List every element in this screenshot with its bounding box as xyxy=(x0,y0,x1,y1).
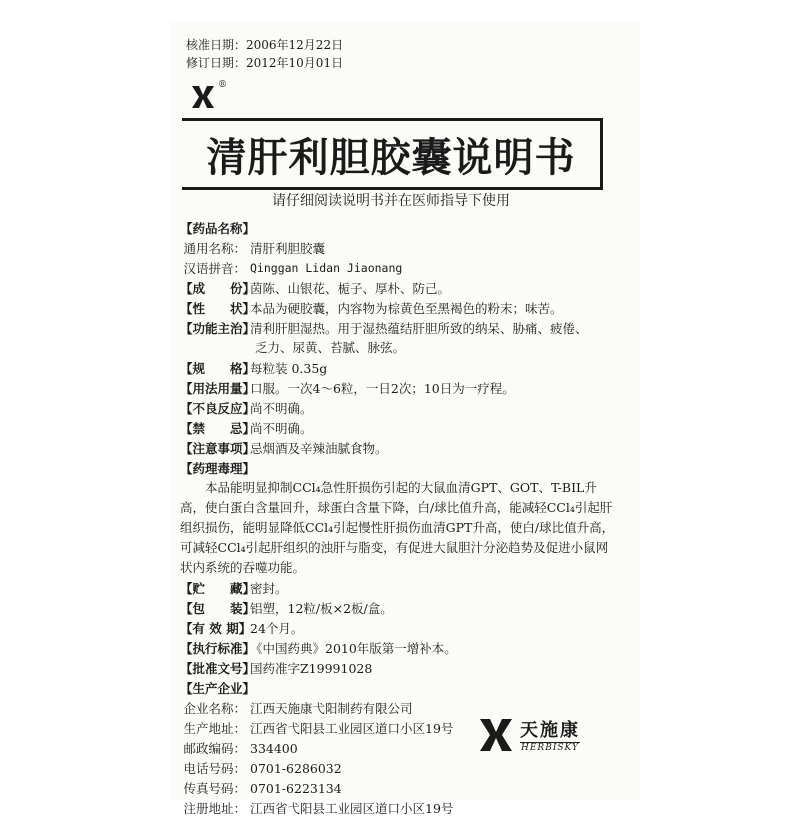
function-label: 【功能主治】 xyxy=(180,321,256,336)
approval-value: 国药准字Z19991028 xyxy=(250,661,373,676)
footer-brand xyxy=(478,716,580,753)
pharm-text: 本品能明显抑制CCl₄急性肝损伤引起的大鼠血清GPT、GOT、T-BIL升高，使白蛋白含量回升，球蛋白含量下降，白/球比值升高，能减轻CCl₄引起肝组织损伤，能明显降低CCl₄引起慢性肝损伤血清GPT升高，使白/球比值升高，可减轻CCl₄引起肝组织的浊肝与脂变，有促进大鼠胆汁分泌趋势及促进小鼠网状内系统的吞噬功能。 xyxy=(180,480,615,575)
pinyin-label: 汉语拼音： xyxy=(183,261,246,276)
company-name-value: 江西天施康弋阳制药有限公司 xyxy=(250,701,413,716)
notes-label: 【注意事项】 xyxy=(180,441,256,456)
package-value: 铝塑，12粒/板×2板/盒。 xyxy=(250,601,393,616)
ingredients-label: 【成 份】 xyxy=(180,281,256,296)
fax-value: 0701-6223134 xyxy=(250,780,342,796)
adverse-value: 尚不明确。 xyxy=(250,401,313,416)
drug-name-header: 【药品名称】 xyxy=(180,221,256,236)
generic-label: 通用名称： xyxy=(183,241,246,256)
pharm-label: 【药理毒理】 xyxy=(180,461,256,476)
subtitle: 请仔细阅读说明书并在医师指导下使用 xyxy=(272,193,510,209)
phone-label: 电话号码： xyxy=(183,761,246,776)
brand-name-cn: 天施康 xyxy=(520,720,580,741)
fax-label: 传真号码： xyxy=(183,781,246,796)
pinyin-value: Qinggan Lidan Jiaonang xyxy=(250,261,403,275)
notes-value: 忌烟酒及辛辣油腻食物。 xyxy=(250,441,388,456)
brand-mark-icon xyxy=(478,717,514,753)
dates-block xyxy=(186,36,343,72)
ingredients-value: 茵陈、山银花、栀子、厚朴、防己。 xyxy=(250,281,451,296)
production-address-label: 生产地址： xyxy=(183,721,246,736)
registered-address-label: 注册地址： xyxy=(183,801,246,816)
spec-value: 每粒装 0.35g xyxy=(250,361,328,376)
registered-mark: ® xyxy=(218,80,227,90)
taboo-value: 尚不明确。 xyxy=(250,421,313,436)
function-continued: 乏力、尿黄、苔腻、脉弦。 xyxy=(255,340,406,355)
validity-label: 【有 效 期】 xyxy=(180,621,252,636)
function-value: 清利肝胆湿热。用于湿热蕴结肝胆所致的纳呆、胁痛、疲倦、 xyxy=(250,321,588,336)
taboo-label: 【禁 忌】 xyxy=(180,421,256,436)
brand-logo-icon xyxy=(190,80,227,110)
character-label: 【性 状】 xyxy=(180,301,256,316)
package-label: 【包 装】 xyxy=(180,601,256,616)
zip-value: 334400 xyxy=(250,740,298,756)
approval-label: 【批准文号】 xyxy=(180,661,256,676)
phone-value: 0701-6286032 xyxy=(250,760,342,776)
page-title: 清肝利胆胶囊说明书 xyxy=(206,134,576,181)
usage-value: 口服。一次4～6粒，一日2次；10日为一疗程。 xyxy=(250,381,515,396)
spec-label: 【规 格】 xyxy=(180,361,256,376)
title-box xyxy=(182,118,603,190)
usage-label: 【用法用量】 xyxy=(180,381,256,396)
zip-label: 邮政编码： xyxy=(183,741,246,756)
revise-date: 修订日期：2012年10月01日 xyxy=(186,56,344,70)
standard-label: 【执行标准】 xyxy=(180,641,256,656)
manufacturer-header: 【生产企业】 xyxy=(180,681,256,696)
brand-name-en: HERBISKY xyxy=(521,743,579,753)
character-value: 本品为硬胶囊，内容物为棕黄色至黑褐色的粉末；味苦。 xyxy=(250,301,563,316)
production-address-value: 江西省弋阳县工业园区道口小区19号 xyxy=(250,721,454,736)
storage-label: 【贮 藏】 xyxy=(180,581,256,596)
storage-value: 密封。 xyxy=(250,581,288,596)
adverse-label: 【不良反应】 xyxy=(180,401,256,416)
approve-date: 核准日期：2006年12月22日 xyxy=(186,38,344,52)
generic-value: 清肝利胆胶囊 xyxy=(250,241,326,256)
registered-address-value: 江西省弋阳县工业园区道口小区19号 xyxy=(250,801,454,816)
company-name-label: 企业名称： xyxy=(183,701,246,716)
validity-value: 24个月。 xyxy=(250,621,304,636)
standard-value: 《中国药典》2010年版第一增补本。 xyxy=(250,641,457,656)
